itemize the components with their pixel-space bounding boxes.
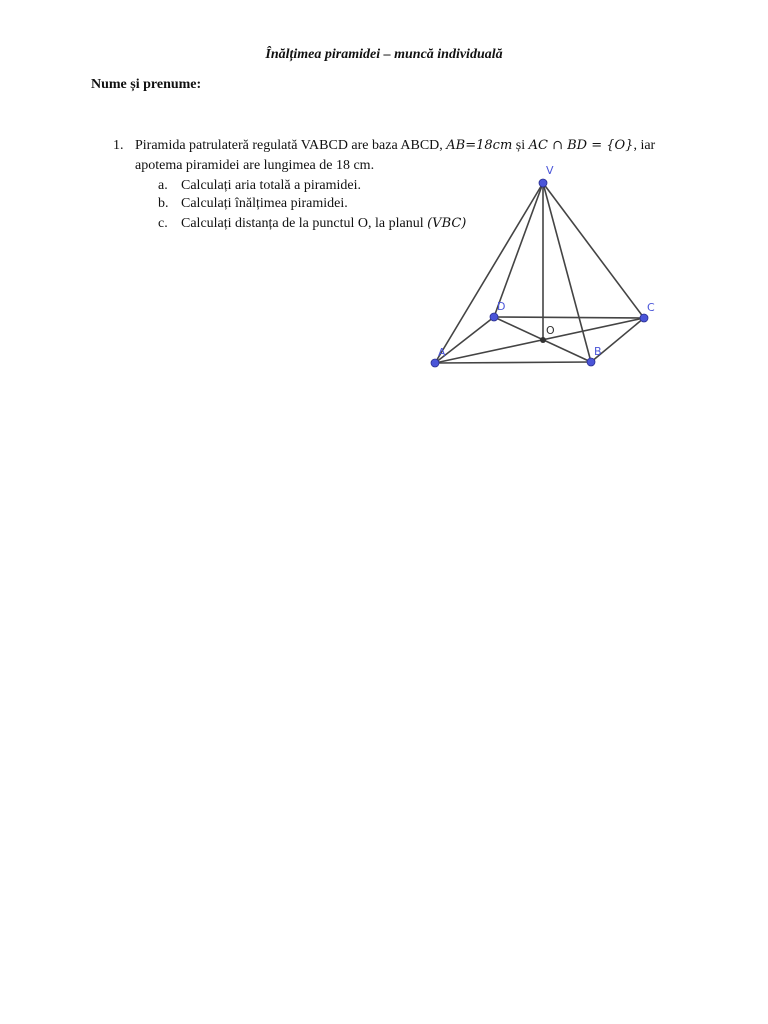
sub-item-letter: b.: [158, 196, 169, 211]
sub-item-letter: c.: [158, 216, 168, 231]
label-o: O: [546, 324, 555, 337]
page-title: Înălțimea piramidei – muncă individuală: [265, 47, 503, 62]
label-a: A: [438, 346, 446, 359]
label-b: B: [594, 345, 602, 358]
ab-equation: AB=18cm: [446, 138, 513, 153]
sub-item-c: [158, 214, 466, 234]
point-c: [640, 314, 648, 322]
point-o: [540, 337, 546, 343]
problem-text-1: Piramida patrulateră regulată VABCD are baza ABCD,: [135, 138, 443, 153]
point-v: [539, 179, 547, 187]
sub-item-letter: a.: [158, 178, 168, 193]
sub-item-b: [158, 194, 348, 214]
problem-line-2: apotema piramidei are lungimea de 18 cm.: [135, 158, 375, 173]
edge-va: [435, 183, 543, 363]
point-d: [490, 313, 498, 321]
sub-item-text: Calculați distanța de la punctul O, la planul: [181, 216, 424, 231]
sub-item-text: Calculați înălțimea piramidei.: [181, 196, 348, 211]
problem-text-1-end: , iar: [633, 138, 656, 153]
edge-ab: [435, 362, 591, 363]
edge-vc: [543, 183, 644, 318]
point-a: [431, 359, 439, 367]
label-v: V: [546, 164, 554, 177]
sub-item-a: [158, 176, 361, 196]
sub-item-text: Calculați aria totală a piramidei.: [181, 178, 361, 193]
label-c: C: [647, 301, 655, 314]
edge-vd: [494, 183, 543, 317]
edge-cd: [494, 317, 644, 318]
intersection-equation: AC ∩ BD = {O}: [528, 138, 634, 153]
point-b: [587, 358, 595, 366]
name-label: Nume și prenume:: [91, 77, 202, 92]
plane-vbc: (VBC): [427, 216, 467, 231]
and-word: și: [515, 138, 526, 153]
pyramid-edges: [435, 183, 644, 363]
problem-line-1: [135, 136, 655, 156]
diagonal-ac: [435, 318, 644, 363]
pyramid-figure: [425, 160, 665, 375]
label-d: D: [497, 300, 506, 313]
problem-number: 1.: [113, 138, 124, 153]
